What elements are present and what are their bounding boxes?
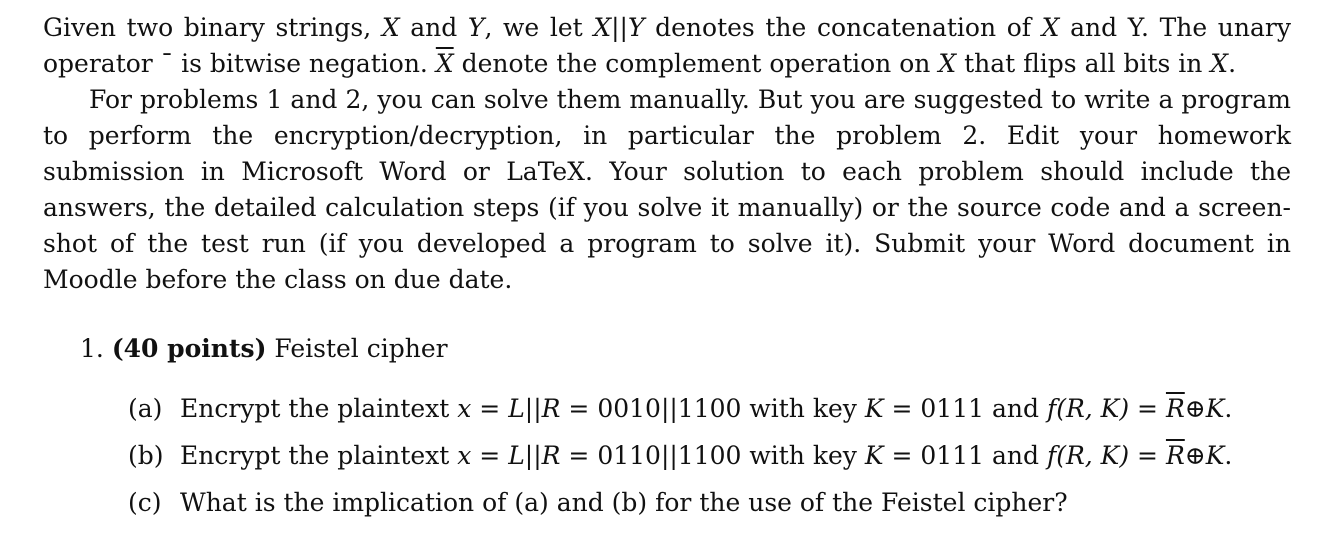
subpart-b [128,438,1232,485]
subpart-label: (b) [128,441,164,470]
problem-title: Feistel cipher [266,334,448,363]
math-var-x: X [938,49,957,78]
math-equals: = [560,441,598,470]
subpart-text: Encrypt the plaintext [180,441,458,470]
math-r-complement: $\overline{R}$ [1165,394,1185,423]
math-equals: = [1129,394,1166,423]
subpart-text: with key [741,441,865,470]
math-k: K [864,441,884,470]
intro-text: is bitwise negation. [173,49,436,78]
subpart-label: (a) [128,394,163,423]
xor-symbol: ⊕ [1184,441,1206,470]
subpart-text: Encrypt the plaintext [180,394,458,423]
math-x: x [457,394,472,423]
math-concat: X||Y [593,13,645,42]
math-function: f(R, K) [1046,441,1130,470]
key-value: 0111 [920,441,985,470]
subpart-a [128,391,1232,438]
math-r-complement: $\overline{R}$ [1165,441,1185,470]
subpart-text: and [984,394,1047,423]
intro-paragraph-2: For problems 1 and 2, you can solve them manually. But you are suggested to write a program to perform the encryption/decryption, in particular the problem 2. Edit your homework submission in Microsoft Word or LaTeX. Your solution to each problem should include the answers, the detailed calculation steps (if you solve it manually) or the source code and a screen-shot of the test run (if you developed a program to solve it). Submit your Word document in Moodle before the class on due date. [43,85,1291,294]
subpart-label: (c) [128,488,162,517]
problem-1-subparts [128,391,1232,532]
intro-paragraph-1 [43,10,1291,82]
subpart-text: and [984,441,1047,470]
intro-text: that flips all bits in [956,49,1211,78]
intro-section [43,10,1291,298]
period: . [1224,441,1233,470]
math-equals: = [883,441,921,470]
key-value: 0111 [920,394,985,423]
math-k: K [1205,441,1225,470]
plaintext-value: 0010||1100 [597,394,742,423]
math-equals: = [1129,441,1166,470]
subpart-text: with key [741,394,865,423]
problem-1-heading [80,331,448,367]
intro-text: Given two binary strings, [43,13,382,42]
math-lr: L||R [508,394,561,423]
intro-text: and [399,13,468,42]
math-x: x [457,441,472,470]
subpart-question: What is the implication of (a) and (b) for the use of the Feistel cipher? [180,488,1068,517]
intro-text: denotes the concatenation of [644,13,1042,42]
negation-symbol: ¯ [160,49,174,78]
plaintext-value: 0110||1100 [597,441,742,470]
intro-text: denote the complement operation on [453,49,939,78]
math-equals: = [883,394,921,423]
subpart-c [128,485,1232,532]
intro-text: . [1228,49,1237,78]
math-var-x: X [1041,13,1060,42]
math-x-complement: $\overline{X}$ [435,49,454,78]
math-var-x: X [1210,49,1229,78]
period: . [1224,394,1233,423]
math-var-y: Y [467,13,485,42]
intro-text: , we let [484,13,594,42]
xor-symbol: ⊕ [1184,394,1206,423]
intro-text: and Y. The unary [1059,13,1291,42]
math-equals: = [471,394,509,423]
math-var-x: X [381,13,400,42]
problem-number: 1. [80,334,104,363]
math-k: K [864,394,884,423]
math-equals: = [560,394,598,423]
math-equals: = [471,441,509,470]
intro-text: operator [43,49,161,78]
math-lr: L||R [508,441,561,470]
math-k: K [1205,394,1225,423]
math-function: f(R, K) [1046,394,1130,423]
problem-points: (40 points) [111,334,267,363]
